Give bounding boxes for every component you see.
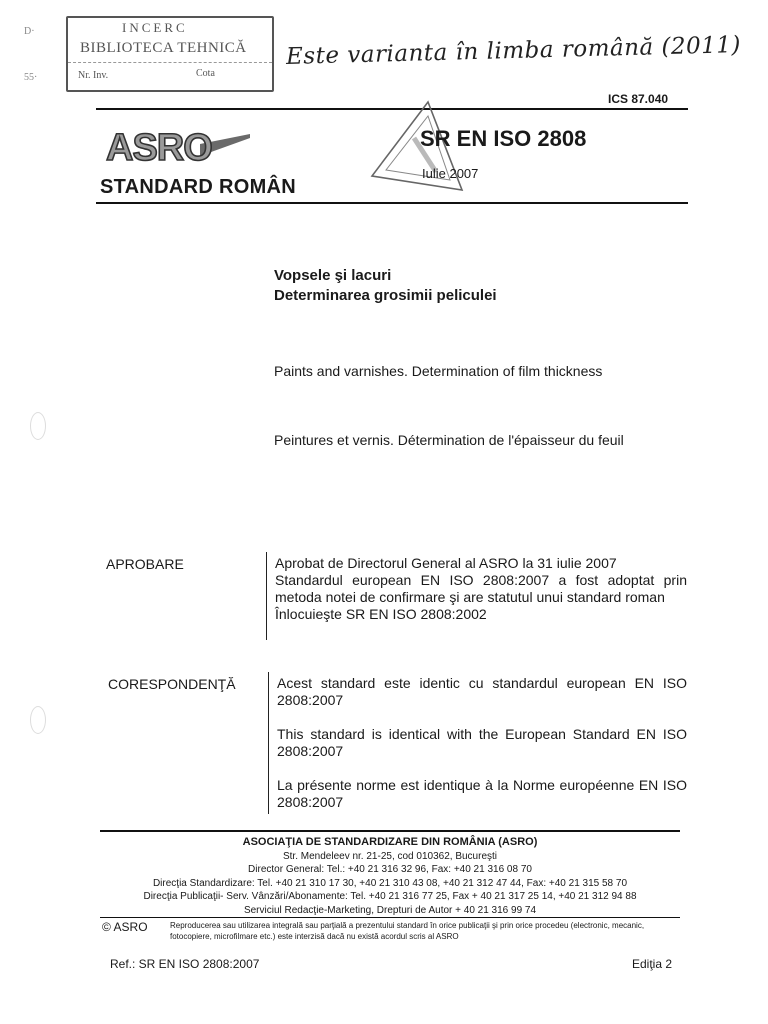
corespondenta-french: La présente norme est identique à la Norme européenne EN ISO 2808:2007 [277, 777, 687, 810]
library-stamp [66, 16, 274, 92]
stamp-line-2: BIBLIOTECA TEHNICĂ [80, 40, 247, 56]
title-french: Peintures et vernis. Détermination de l'épaisseur du feuil [274, 432, 624, 448]
corespondenta-english: This standard is identical with the European Standard EN ISO 2808:2007 [277, 726, 687, 759]
aprobare-replaces: Înlocuieşte SR EN ISO 2808:2002 [275, 606, 487, 622]
footer-address: Str. Mendeleev nr. 21-25, cod 010362, Bucureşti [282, 850, 498, 862]
copyright-notice: Reproducerea sau utilizarea integrală sau parţială a prezentului standard în orice publicaţii şi prin orice procedeu (electronic, mecanic, fotocopiere, microfilmare etc.) este interzisă dacă nu există acordul scris al ASRO [170, 921, 645, 941]
aprobare-text [275, 555, 687, 623]
footer-bottom-rule [100, 917, 680, 918]
stamp-inventory-label: Nr. Inv. [78, 70, 109, 81]
title-romanian-line-2: Determinarea grosimii peliculei [274, 287, 497, 304]
corespondenta-text [277, 675, 687, 811]
asro-logo [104, 122, 250, 170]
corespondenta-divider [268, 672, 269, 814]
footer-top-rule [100, 830, 680, 832]
standard-date: Iulie 2007 [422, 166, 479, 181]
handwritten-note: Este varianta în limba română (2011) [285, 32, 742, 70]
footer-editorial-service: Serviciul Redacţie-Marketing, Drepturi de Autor + 40 21 316 99 74 [243, 904, 537, 916]
footer-publications-dept: Direcţia Publicaţii- Serv. Vânzări/Abonamente: Tel. +40 21 316 77 25, Fax + 40 21 317 25 14, +40 21 312 94 88 [143, 891, 637, 902]
ics-code: ICS 87.040 [608, 92, 669, 106]
aprobare-approval: Aprobat de Directorul General al ASRO la 31 iulie 2007 [275, 555, 617, 571]
corespondenta-romanian: Acest standard este identic cu standardul european EN ISO 2808:2007 [277, 675, 687, 708]
aprobare-divider [266, 552, 267, 640]
corespondenta-label: CORESPONDENŢĂ [108, 676, 236, 692]
copyright-label: © ASRO [102, 920, 148, 934]
footer-contacts [90, 836, 690, 917]
stamp-cota-label: Cota [196, 68, 215, 79]
title-romanian [274, 266, 497, 306]
footer-director: Director General: Tel.: +40 21 316 32 96, Fax: +40 21 316 08 70 [248, 864, 532, 875]
punch-hole [30, 412, 46, 440]
standard-number: SR EN ISO 2808 [420, 126, 587, 151]
title-english: Paints and varnishes. Determination of film thickness [274, 363, 603, 379]
margin-mark: 55· [24, 72, 38, 83]
document-reference: Ref.: SR EN ISO 2808:2007 [110, 957, 260, 971]
stamp-divider [68, 62, 272, 63]
footer-standardization-dept: Direcţia Standardizare: Tel. +40 21 310 17 30, +40 21 310 43 08, +40 21 312 47 44, Fax: +40 21 315 58 70 [152, 877, 628, 889]
standard-type: STANDARD ROMÂN [100, 176, 297, 198]
punch-hole [30, 706, 46, 734]
footer-organization: ASOCIAŢIA DE STANDARDIZARE DIN ROMÂNIA (ASRO) [242, 836, 538, 848]
header-bottom-rule [96, 202, 688, 204]
stamp-line-1: INCERC [122, 20, 188, 35]
edition-number: Ediţia 2 [632, 957, 673, 971]
margin-mark: D· [24, 26, 35, 37]
aprobare-adoption: Standardul european EN ISO 2808:2007 a fost adoptat prin metoda notei de confirmare şi are statutul unui standard roman [275, 572, 687, 605]
title-romanian-line-1: Vopsele şi lacuri [274, 267, 392, 284]
logo-text: ASRO [106, 127, 212, 169]
aprobare-label: APROBARE [106, 556, 184, 572]
